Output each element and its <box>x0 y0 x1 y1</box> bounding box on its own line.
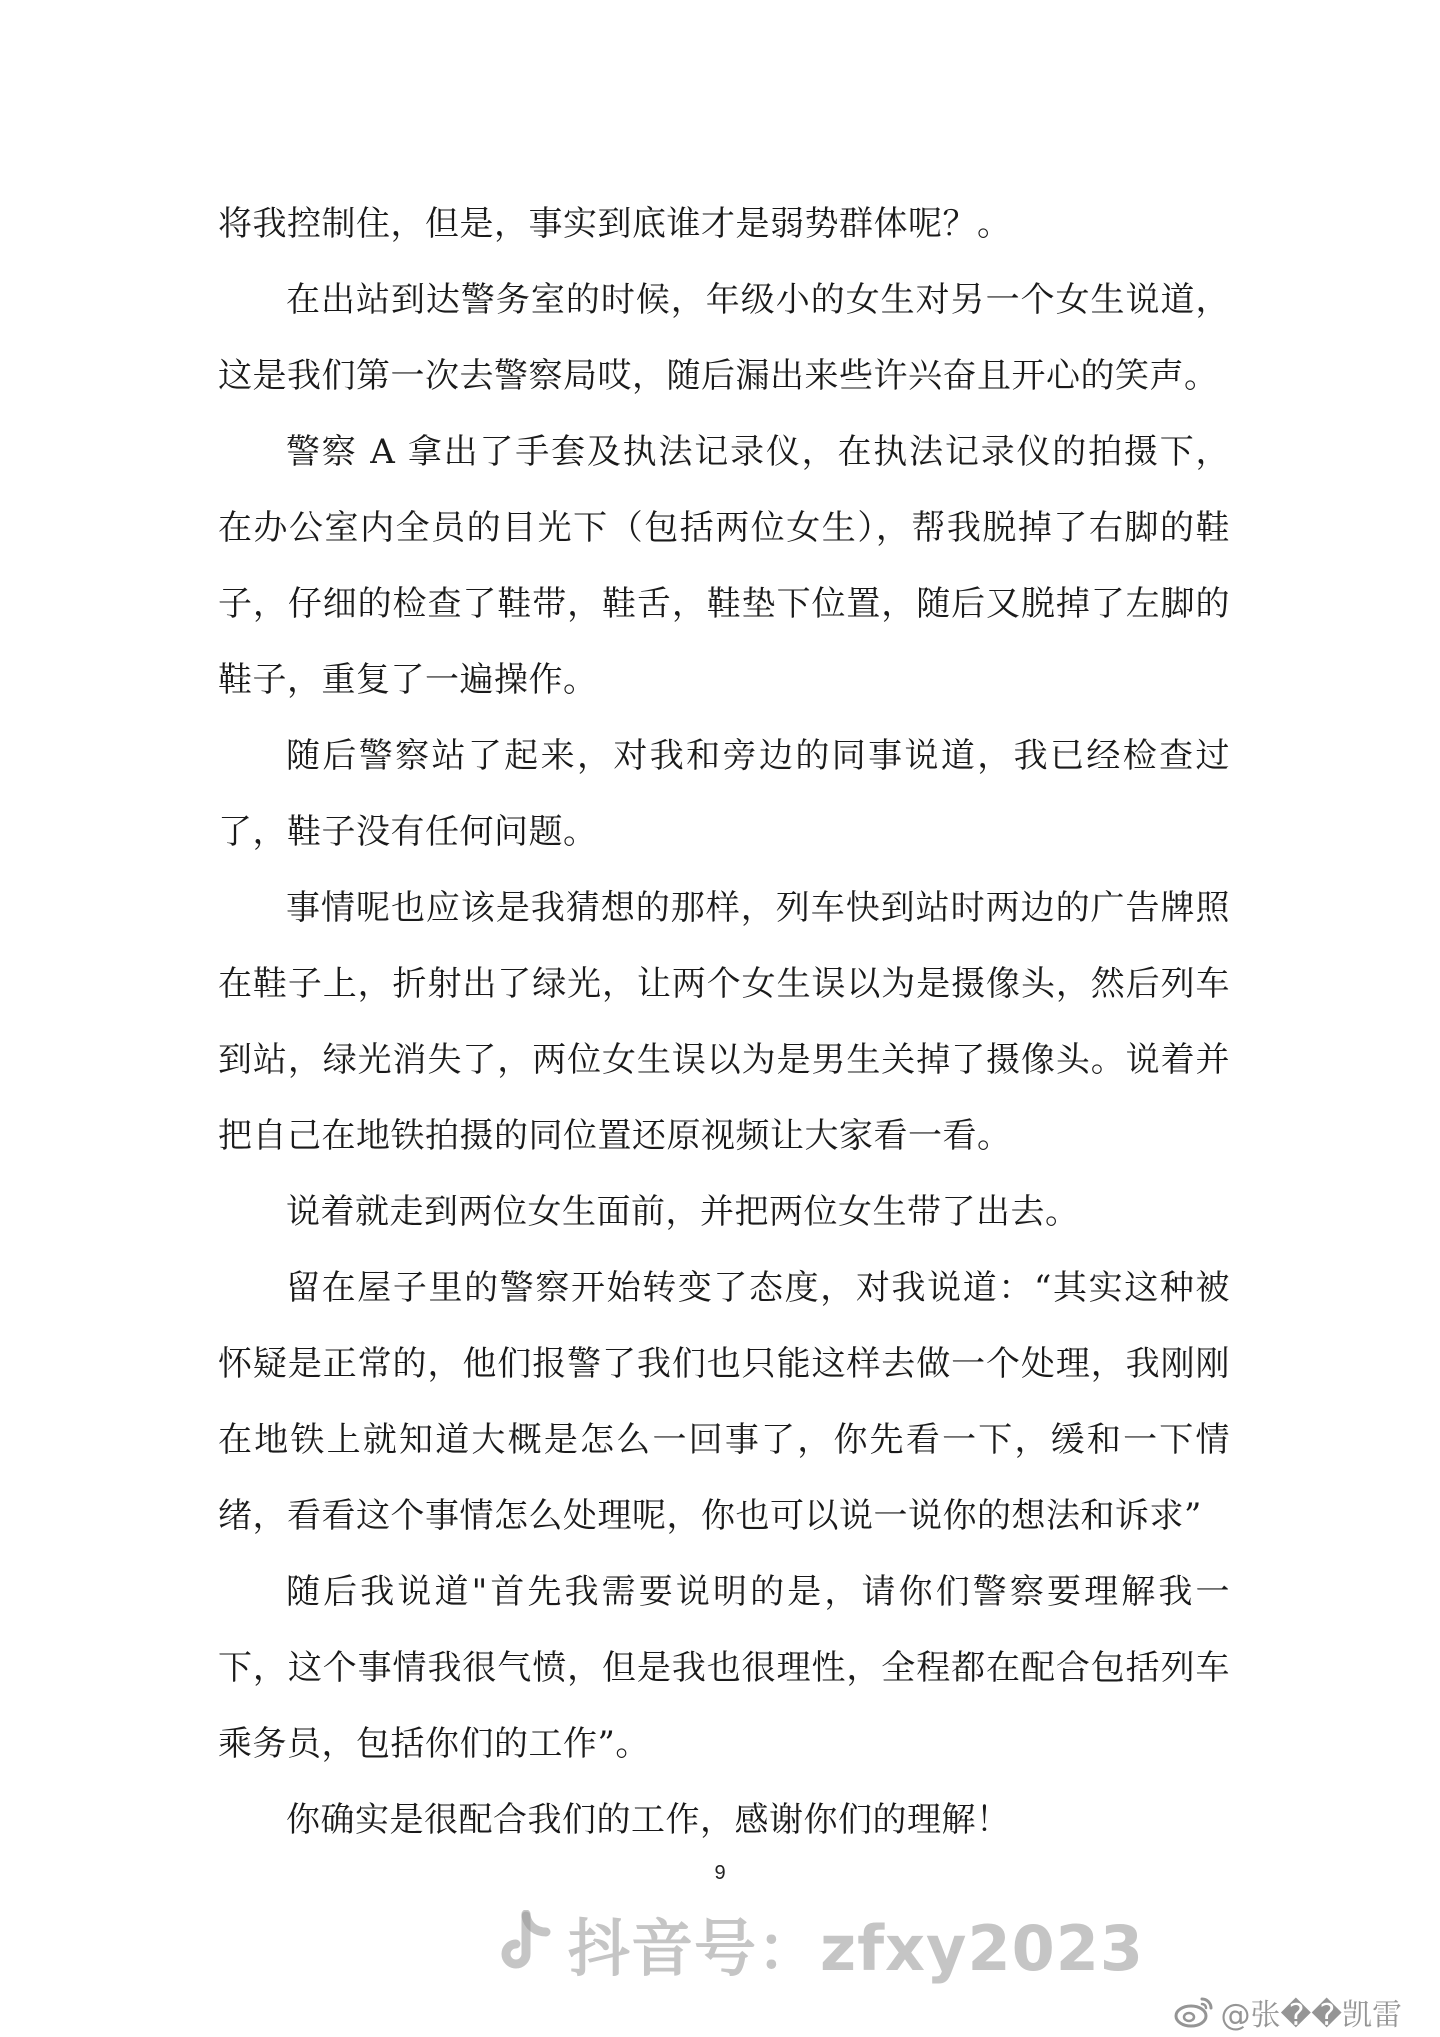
page-number: 9 <box>714 1862 726 1884</box>
weibo-watermark <box>1174 1990 1402 2034</box>
paragraph-3: 警察 A 拿出了手套及执法记录仪，在执法记录仪的拍摄下，在办公室内全员的目光下（包括两位女生），帮我脱掉了右脚的鞋子，仔细的检查了鞋带，鞋舌，鞋垫下位置，随后又脱掉了左脚的鞋子，重复了一遍操作。 <box>218 432 1230 700</box>
paragraph-6: 说着就走到两位女生面前，并把两位女生带了出去。 <box>286 1192 1080 1232</box>
paragraph-8: 随后我说道"首先我需要说明的是，请你们警察要理解我一下，这个事情我很气愤，但是我也很理性，全程都在配合包括列车乘务员，包括你们的工作”。 <box>218 1572 1230 1764</box>
document-body <box>218 186 1230 1858</box>
paragraph-1: 将我控制住，但是，事实到底谁才是弱势群体呢？。 <box>218 204 1012 244</box>
tiktok-logo-icon <box>494 1910 554 1976</box>
paragraph-4: 随后警察站了起来，对我和旁边的同事说道，我已经检查过了，鞋子没有任何问题。 <box>218 736 1230 852</box>
weibo-logo-icon <box>1174 1995 1214 2029</box>
tiktok-watermark <box>494 1903 1144 1983</box>
paragraph-9: 你确实是很配合我们的工作，感谢你们的理解！ <box>286 1800 1011 1840</box>
paragraph-5: 事情呢也应该是我猜想的那样，列车快到站时两边的广告牌照在鞋子上，折射出了绿光，让两个女生误以为是摄像头，然后列车到站，绿光消失了，两位女生误以为是男生关掉了摄像头。说着并把自己在地铁拍摄的同位置还原视频让大家看一看。 <box>218 888 1230 1156</box>
paragraph-7: 留在屋子里的警察开始转变了态度，对我说道：“其实这种被怀疑是正常的，他们报警了我们也只能这样去做一个处理，我刚刚在地铁上就知道大概是怎么一回事了，你先看一下，缓和一下情绪，看看这个事情怎么处理呢，你也可以说一说你的想法和诉求” <box>218 1268 1230 1536</box>
weibo-account-text: @张��凯雷 <box>1220 1998 1402 2033</box>
paragraph-2: 在出站到达警务室的时候，年级小的女生对另一个女生说道，这是我们第一次去警察局哎，随后漏出来些许兴奋且开心的笑声。 <box>218 280 1230 396</box>
tiktok-account-text: 抖音号：zfxy2023 <box>568 1911 1145 1985</box>
